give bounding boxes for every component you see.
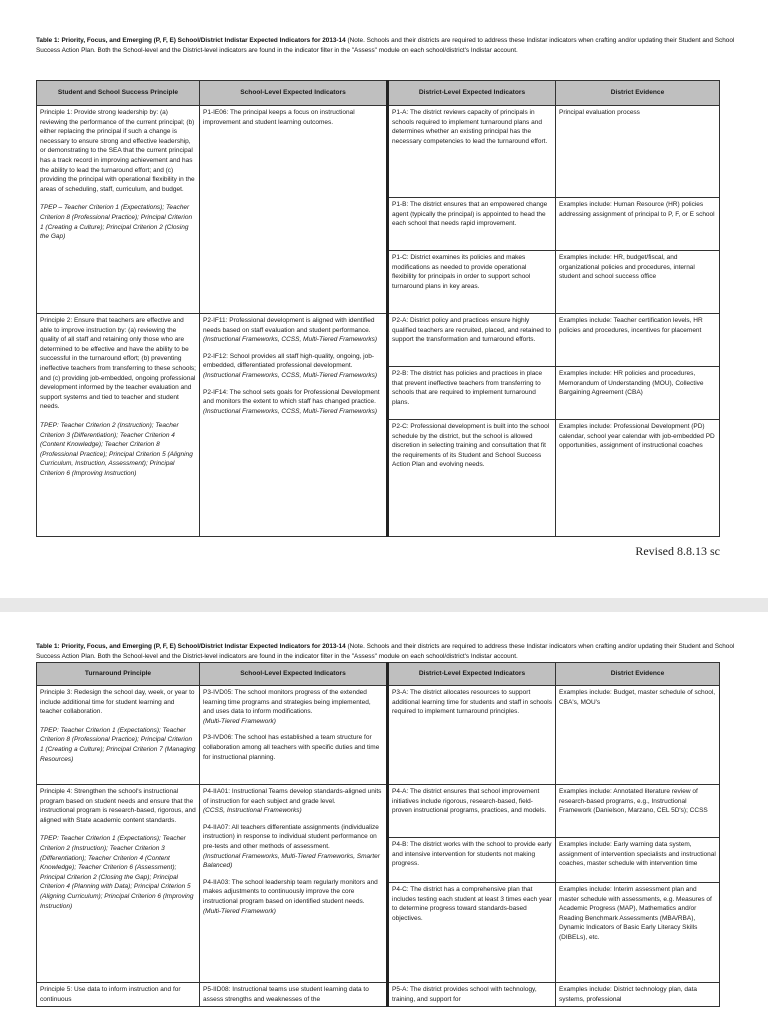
district-evidence: Examples include: Human Resource (HR) policies addressing assignment of principal to P, F, or E school	[556, 198, 720, 251]
school-indicator: P3-IVD06: The school has established a team structure for collaboration among all teachers with specific duties and time for instructional planning.	[203, 734, 380, 761]
school-indicators-cell	[200, 983, 388, 1007]
district-indicator: P4-C: The district has a comprehensive plan that includes testing each student at least 3 times each year to determine progress toward standards-based objectives.	[388, 883, 556, 983]
school-indicator: P3-IVD05: The school monitors progress of the extended learning time programs and strategies being implemented, and uses data to inform modifications. (Multi-Tiered Framework)	[203, 689, 371, 725]
district-evidence: Examples include: Professional Development (PD) calendar, school year calendar with job-embedded PD opportunities, assignment of instructional coaches	[556, 420, 720, 537]
district-indicator: P5-A: The district provides school with technology, training, and support for	[388, 983, 556, 1007]
framework-note: (Instructional Frameworks, CCSS, Multi-Tiered Frameworks)	[203, 371, 378, 379]
district-indicator: P4-B: The district works with the school to provide early and intensive intervention for students not making progress.	[388, 838, 556, 883]
district-evidence: Examples include: HR, budget/fiscal, and organizational policies and procedures, internal student and school success office	[556, 251, 720, 314]
district-evidence: Principal evaluation process	[556, 106, 720, 198]
school-indicator: P4-IIA07: All teachers differentiate assignments (individualize instruction) in response to individual student performance on pre-tests and other methods of assessment. (Instructional Frameworks, Multi-Tiered Frameworks, Smarter Balanced)	[203, 823, 380, 870]
district-evidence: Examples include: Early warning data system, assignment of intervention specialists and instructional coaches, master schedule with intervention time	[556, 838, 720, 883]
table-row	[37, 686, 720, 785]
table-row	[37, 785, 720, 838]
principle-cell	[37, 314, 200, 537]
framework-note: (Instructional Frameworks, Multi-Tiered Frameworks, Smarter Balanced)	[203, 852, 380, 870]
tpep-criteria: TPEP: Teacher Criterion 1 (Expectations); Teacher Criterion 2 (Instruction); Teacher Criterion 3 (Differentiation); Teacher Criterion 4 (Content Knowledge); Teacher Criterion 6 (Assessment); Principal Criterion 2 (Closing the Gap); Principal Criterion 4 (Planning with Data); Principal Criterion 5 (Aligning Curriculum); Principal Criterion 6 (Improving Instruction)	[40, 835, 194, 910]
page-separator	[0, 598, 768, 612]
table-row	[37, 314, 720, 367]
school-indicators-cell	[200, 314, 388, 537]
district-indicator: P2-B: The district has policies and practices in place that prevent ineffective teachers from transferring to schools that are required to implement turnaround plans.	[388, 367, 556, 420]
table-row	[37, 106, 720, 198]
principle-cell	[37, 106, 200, 314]
header-district-evidence: District Evidence	[556, 81, 720, 106]
framework-note: (CCSS, Instructional Frameworks)	[203, 807, 302, 815]
header-district-indicators: District-Level Expected Indicators	[388, 81, 556, 106]
district-evidence: Examples include: HR policies and procedures, Memorandum of Understanding (MOU), Collective Bargaining Agreement (CBA)	[556, 367, 720, 420]
principle-text: Principle 4: Strengthen the school's instructional program based on student needs and ensure that the instructional program is research-based, rigorous, and aligned with State academic content standards.	[40, 788, 196, 824]
school-indicators-cell	[200, 686, 388, 785]
framework-note: (Instructional Frameworks, CCSS, Multi-Tiered Frameworks)	[203, 407, 378, 415]
framework-note: (Instructional Frameworks, CCSS, Multi-Tiered Frameworks)	[203, 336, 378, 344]
header-school-indicators: School-Level Expected Indicators	[200, 81, 388, 106]
district-indicator: P4-A: The district ensures that school improvement initiatives include rigorous, research-based, field-proven instructional programs, practices, and models.	[388, 785, 556, 838]
header-district-indicators: District-Level Expected Indicators	[388, 663, 556, 686]
district-indicator: P1-A: The district reviews capacity of principals in schools required to implement turnaround plans and determines whether an existing principal has the necessary competencies to lead the turnaround effort.	[388, 106, 556, 198]
district-indicator: P1-C: District examines its policies and makes modifications as needed to provide operational flexibility for principals in order to support school turnaround plans in key areas.	[388, 251, 556, 314]
district-indicator: P2-A: District policy and practices ensure highly qualified teachers are recruited, placed, and retained to support the transformation and turnaround efforts.	[388, 314, 556, 367]
school-indicator: P2-IF11: Professional development is aligned with identified needs based on staff evaluation and student performance. (Instructional Frameworks, CCSS, Multi-Tiered Frameworks)	[203, 317, 378, 344]
school-indicator: P4-IIA03: The school leadership team regularly monitors and makes adjustments to continuously improve the core instructional program based on identified student needs. (Multi-Tiered Framework)	[203, 878, 378, 915]
principle-text: Principle 3: Redesign the school day, week, or year to include additional time for student learning and teacher collaboration.	[40, 689, 195, 716]
principle-cell	[37, 983, 200, 1007]
district-evidence: Examples include: Teacher certification levels, HR policies and procedures, incentives for placement	[556, 314, 720, 367]
district-evidence: Examples include: Annotated literature review of research-based programs, e.g., Instructional Framework (Danielson, Marzano, CEL 5D's); CCSS	[556, 785, 720, 838]
tpep-criteria: TPEP – Teacher Criterion 1 (Expectations); Teacher Criterion 8 (Professional Practice); Principal Criterion 1 (Creating a Culture); Principal Criterion 2 (Closing the Gap)	[40, 204, 193, 241]
table-caption	[36, 36, 736, 56]
caption-title: Table 1: Priority, Focus, and Emerging (P, F, E) School/District Indistar Expected Indicators for 2013-14	[36, 643, 346, 650]
table-header-row	[37, 81, 720, 106]
header-school-indicators: School-Level Expected Indicators	[200, 663, 388, 686]
table-row	[37, 983, 720, 1007]
district-evidence: Examples include: Budget, master schedule of school, CBA's, MOU's	[556, 686, 720, 785]
school-indicator: P4-IIA01: Instructional Teams develop standards-aligned units of instruction for each subject and grade level. (CCSS, Instructional Frameworks)	[203, 788, 382, 815]
school-indicator: P2-IF14: The school sets goals for Professional Development and monitors the extent to which staff has changed practice. (Instructional Frameworks, CCSS, Multi-Tiered Frameworks)	[203, 388, 380, 415]
revision-note: Revised 8.8.13 sc	[635, 544, 720, 558]
document-page-2	[0, 612, 768, 1024]
principle-text: Principle 5: Use data to inform instruction and for continuous	[40, 986, 181, 1003]
header-district-evidence: District Evidence	[556, 663, 720, 686]
indicators-table	[36, 80, 720, 537]
school-indicators-cell	[200, 106, 388, 314]
district-evidence: Examples include: District technology plan, data systems, professional	[556, 983, 720, 1007]
school-indicator: P1-IE06: The principal keeps a focus on instructional improvement and student learning outcomes.	[203, 109, 355, 126]
principle-cell	[37, 785, 200, 983]
caption-note: (Note. Schools and their districts are required to address these Indistar indicators when crafting and/or updating their Student and School Success Action Plan. Both the School-level and the District-level indicators are found in the indicator filter in the "Assess" module on each school/district's Indistar account.	[36, 37, 735, 54]
district-indicator: P2-C: Professional development is built into the school schedule by the district, but the school is allowed discretion in selecting training and consultation that fit the requirements of its Student and School Success Action Plan and evolving needs.	[388, 420, 556, 537]
school-indicators-cell	[200, 785, 388, 983]
framework-note: (Multi-Tiered Framework)	[203, 907, 276, 915]
tpep-criteria: TPEP: Teacher Criterion 1 (Expectations); Teacher Criterion 8 (Professional Practice); Principal Criterion 1 (Creating a Culture); Principal Criterion 7 (Managing Resources)	[40, 726, 196, 763]
district-indicator: P1-B: The district ensures that an empowered change agent (typically the principal) is appointed to head the each school that needs rapid improvement.	[388, 198, 556, 251]
principle-text: Principle 1: Provide strong leadership by: (a) reviewing the performance of the current principal; (b) either replacing the principal if such a change is necessary to ensure strong and effective leadership, or demonstrating to the SEA that the current principal has a track record in improving achievement and has the ability to lead the turnaround effort; and (c) providing the principal with operational flexibility in the areas of scheduling, staff, curriculum, and budget.	[40, 109, 195, 193]
school-indicator: P5-IID08: Instructional teams use student learning data to assess strengths and weaknesses of the	[203, 986, 369, 1003]
district-indicator: P3-A: The district allocates resources to support additional learning time for students and staff in schools required to implement turnaround principles.	[388, 686, 556, 785]
caption-note: (Note. Schools and their districts are required to address these Indistar indicators when crafting and/or updating their Student and School Success Action Plan. Both the School-level and the District-level indicators are found in the indicator filter in the "Assess" module on each school/district's Indistar account.	[36, 643, 735, 660]
principle-text: Principle 2: Ensure that teachers are effective and able to improve instruction by: (a) reviewing the quality of all staff and retaining only those who are determined to be effective and have the ability to be successful in the turnaround effort; (b) preventing ineffective teachers from transferring to these schools; and (c) providing job-embedded, ongoing professional development informed by the teacher evaluation and support systems and tied to teacher and student needs.	[40, 317, 196, 411]
caption-title: Table 1: Priority, Focus, and Emerging (P, F, E) School/District Indistar Expected Indicators for 2013-14	[36, 37, 346, 44]
principle-cell	[37, 686, 200, 785]
tpep-criteria: TPEP: Teacher Criterion 2 (Instruction); Teacher Criterion 3 (Differentiation); Teacher Criterion 4 (Content Knowledge); Teacher Criterion 8 (Professional Practice); Principal Criterion 5 (Aligning Curriculum, Instruction, Assessment); Principal Criterion 6 (Improving Instruction)	[40, 421, 193, 477]
table-caption	[36, 642, 736, 662]
school-indicator: P2-IF12: School provides all staff high-quality, ongoing, job-embedded, differentiated professional development. (Instructional Frameworks, CCSS, Multi-Tiered Frameworks)	[203, 352, 378, 379]
table-header-row	[37, 663, 720, 686]
indicators-table	[36, 662, 720, 1007]
header-principle: Turnaround Principle	[37, 663, 200, 686]
framework-note: (Multi-Tiered Framework)	[203, 717, 276, 725]
header-principle: Student and School Success Principle	[37, 81, 200, 106]
district-evidence: Examples include: Interim assessment plan and master schedule with assessments, e.g. Measures of Academic Progress (MAP), Mathematics and/or Reading Benchmark Assessments (MBA/RBA), Dynamic Indicators of Basic Early Literacy Skills (DIBELs), etc.	[556, 883, 720, 983]
